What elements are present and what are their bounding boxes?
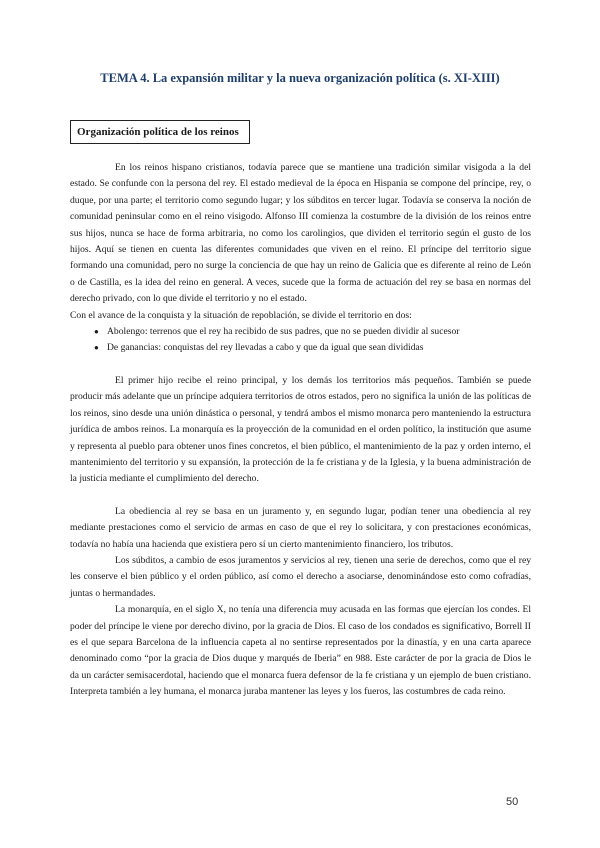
page-number: 50 (506, 796, 519, 808)
list-item (94, 324, 531, 340)
bullet-icon: ● (94, 327, 99, 337)
paragraph-1: En los reinos hispano cristianos, todavía parece que se mantiene una tradición similar visigoda a la del estado. Se confunde con la persona del rey. El estado medieval de la época en Hispania se compone del príncipe, rey, o duque, por una parte; el territorio como segundo lugar; y los súbditos en tercer lugar. Todavía se conserva la noción de comunidad peninsular como en el reino visigodo. Alfonso III comienza la costumbre de la división de los reinos entre sus hijos, nunca se hace de forma arbitraria, no como los carolingios, que dividen el territorio según el gusto de los hijos. Aquí se tienen en cuenta las diferentes comunidades que viven en el reino. El príncipe del territorio sigue formando una comunidad, pero no surge la conciencia de que hay un reino de Galicia que es diferente al reino de León o de Castilla, es la idea del reino en general. A veces, sucede que la forma de actuación del rey se basa en normas del derecho privado, con lo que divide el territorio y no el estado. (70, 162, 531, 305)
paragraph-2: Con el avance de la conquista y la situación de repoblación, se divide el territorio en dos: (70, 309, 412, 321)
body-text (70, 160, 531, 701)
list-item-text: Abolengo: terrenos que el rey ha recibido de sus padres, que no se pueden dividir al sucesor (107, 326, 460, 338)
list-item (94, 340, 531, 356)
bullet-list (70, 324, 531, 357)
section-heading: Organización política de los reinos (70, 120, 250, 144)
bullet-icon: ● (94, 343, 99, 353)
paragraph-5: Los súbditos, a cambio de esos juramentos y servicios al rey, tienen una serie de derechos, como que el rey les conserve el bien público y el orden público, así como el derecho a asociarse, denominándose esto como cofradías, juntas o hermandades. (70, 554, 531, 599)
page-title: TEMA 4. La expansión militar y la nueva organización política (s. XI-XIII) (100, 71, 500, 85)
paragraph-4: La obediencia al rey se basa en un juramento y, en segundo lugar, podían tener una obediencia al rey mediante prestaciones como el servicio de armas en caso de que el rey lo solicitara, y con prestaciones económicas, todavía no había una hacienda que existiera pero sí un cierto mantenimiento financiero, los tributos. (70, 505, 531, 550)
paragraph-6: La monarquía, en el siglo X, no tenía una diferencia muy acusada en las formas que ejercían los condes. El poder del príncipe le viene por derecho divino, por la gracia de Dios. El caso de los condados es significativo, Borrell II es el que separa Barcelona de la influencia capeta al no sentirse representados por la dinastía, y en una carta aparece denominado como “por la gracia de Dios duque y marqués de Iberia” en 988. Este carácter de por la gracia de Dios le da un carácter semisacerdotal, haciendo que el monarca fuera defensor de la fe cristiana y un ejemplo de buen cristiano. Interpreta también a ley humana, el monarca juraba mantener las leyes y los fueros, las costumbres de cada reino. (70, 604, 531, 698)
list-item-text: De ganancias: conquistas del rey llevadas a cabo y que da igual que sean divididas (107, 342, 424, 354)
paragraph-3: El primer hijo recibe el reino principal, y los demás los territorios más pequeños. También se puede producir más adelante que un príncipe adquiera territorios de otros estados, pero no significa la unión de las políticas de los reinos, sino desde una unión dinástica o personal, y tendrá ambos el mismo monarca pero manteniendo la estructura jurídica de ambos reinos. La monarquía es la proyección de la comunidad en el orden político, la institución que asume y representa al pueblo para obtener unos fines concretos, el bien público, el mantenimiento de la paz y orden interno, el mantenimiento del territorio y su expansión, la protección de la fe cristiana y de la Iglesia, y la buena administración de la justicia mediante el cumplimiento del derecho. (70, 374, 531, 485)
